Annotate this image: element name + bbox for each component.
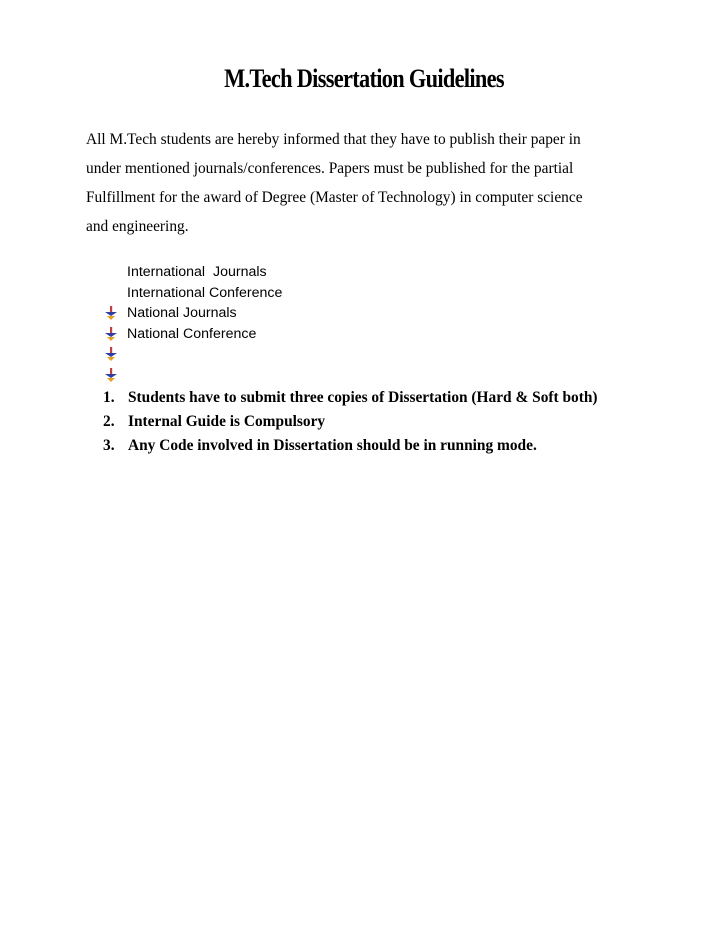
list-item — [104, 262, 282, 283]
list-item-label: National Conference — [127, 325, 257, 342]
intro-line: All M.Tech students are hereby informed that they have to publish their paper in — [86, 131, 581, 148]
list-item-label: National Journals — [127, 305, 237, 321]
requirement-text: Any Code involved in Dissertation should be in running mode. — [128, 437, 537, 454]
requirement-item — [103, 410, 598, 434]
requirements-list — [103, 386, 598, 458]
intro-paragraph — [86, 125, 656, 241]
requirement-item — [103, 386, 598, 410]
intro-line: Fulfillment for the award of Degree (Master of Technology) in computer science — [86, 189, 583, 206]
publication-type-list — [104, 262, 282, 344]
requirement-number: 3. — [103, 437, 115, 454]
arrow-bullet-icon — [104, 286, 118, 300]
intro-line: and engineering. — [86, 218, 189, 235]
page-title: M.Tech Dissertation Guidelines — [224, 64, 504, 93]
list-item-label: International Journals — [127, 264, 267, 280]
arrow-bullet-icon — [104, 306, 118, 320]
requirement-text: Students have to submit three copies of Dissertation (Hard & Soft both) — [128, 389, 598, 406]
requirement-number: 2. — [103, 413, 115, 430]
list-item-label: International Conference — [127, 284, 283, 301]
arrow-bullet-icon — [104, 265, 118, 279]
arrow-bullet-icon — [104, 327, 118, 341]
requirement-number: 1. — [103, 389, 115, 406]
requirement-text: Internal Guide is Compulsory — [128, 413, 326, 430]
intro-line: under mentioned journals/conferences. Papers must be published for the partial — [86, 160, 574, 177]
requirement-item — [103, 434, 598, 458]
